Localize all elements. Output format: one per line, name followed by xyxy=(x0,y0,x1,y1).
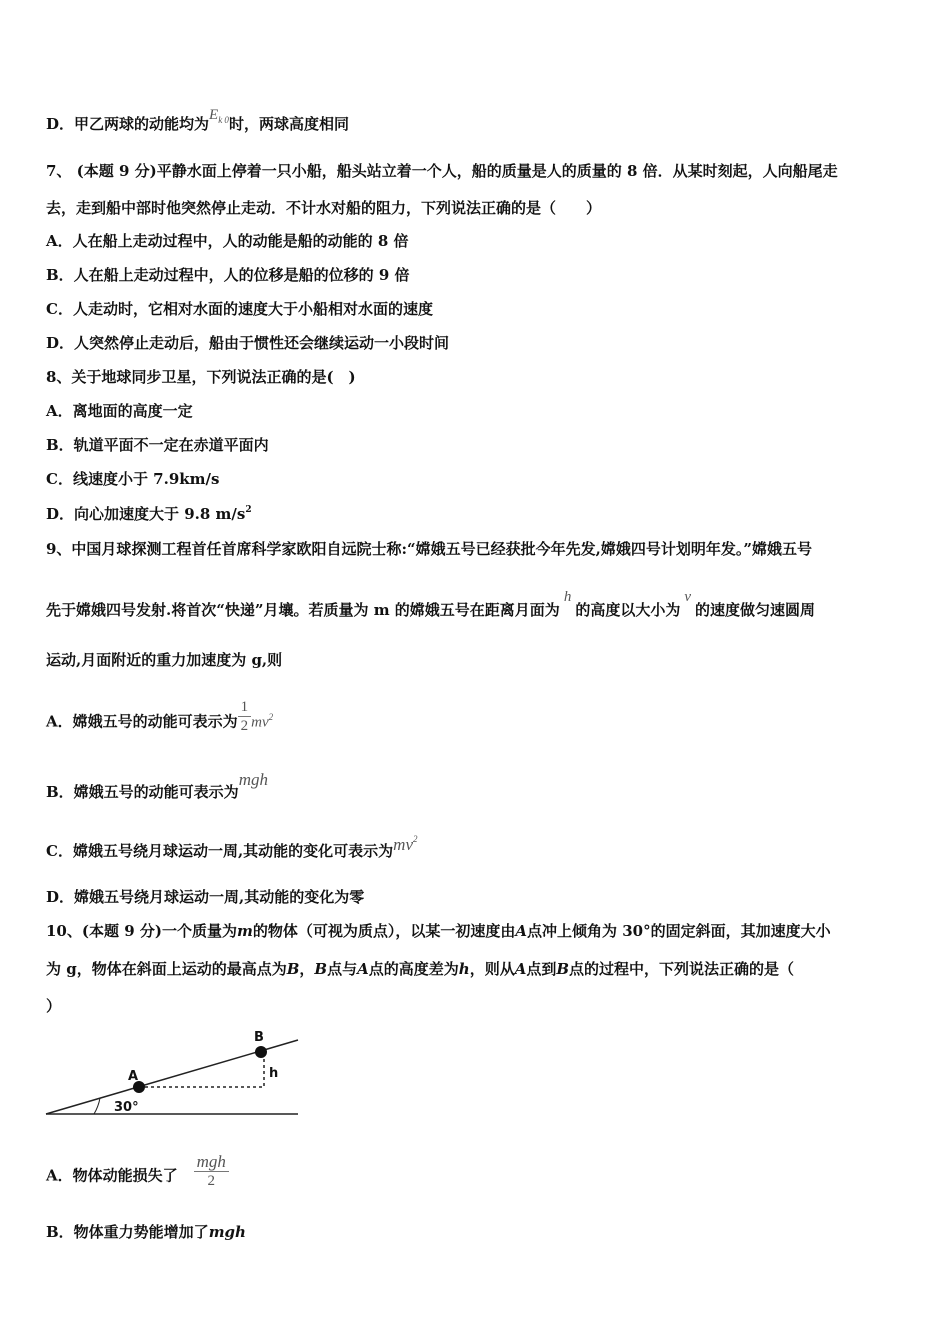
q10-option-b: B．物体重力势能增加了mgh xyxy=(46,1223,246,1241)
q7-option-d: D．人突然停止走动后，船由于惯性还会继续运动一小段时间 xyxy=(46,334,450,352)
q9-stem-line-1: 9、中国月球探测工程首任首席科学家欧阳自远院士称:“嫦娥五号已经获批今年先发,嫦娥四号计划明年发。”嫦娥五号 xyxy=(46,540,812,558)
q8-option-d: D．向心加速度大于 9.8 $m/s^2$ xyxy=(46,505,252,523)
point-b-dot xyxy=(255,1046,267,1058)
q8-option-c: C．线速度小于 7.9km/s xyxy=(46,470,220,488)
q9-stem-line-2: 先于嫦娥四号发射.将首次“快递”月壤。若质量为 m 的嫦娥五号在距离月面为h的高度以大小为v的速度做匀速圆周 xyxy=(46,589,816,619)
q7-option-b: B．人在船上走动过程中，人的位移是船的位移的 9 倍 xyxy=(46,266,410,284)
q9-option-a-fraction: $\frac{1}{2}$ xyxy=(238,698,252,735)
q7-stem-line-2: 去，走到船中部时他突然停止走动．不计水对船的阻力，下列说法正确的是（ ） xyxy=(46,199,602,217)
height-label: h xyxy=(269,1066,279,1081)
q10-option-a: A．物体动能损失了 $\frac{\text{mgh}}{2}$ xyxy=(46,1163,229,1190)
angle-label: 30° xyxy=(114,1100,139,1115)
q10-option-a-fraction: $\frac{\text{mgh}}{2}$ xyxy=(194,1153,229,1190)
q8-stem: 8、关于地球同步卫星，下列说法正确的是( ) xyxy=(46,368,356,386)
q10-stem-line-1: 10、(本题 9 分)一个质量为m的物体（可视为质点），以某一初速度由A点冲上倾角为 30°的固定斜面，其加速度大小 xyxy=(46,922,831,940)
q9-option-a: A．嫦娥五号的动能可表示为 $\frac{1}{2}$ $mv^2$ xyxy=(46,699,274,734)
q10-stem-line-3: ） xyxy=(46,997,62,1015)
q6-option-d-text: D．甲乙两球的动能均为 xyxy=(46,115,210,133)
q7-option-c: C．人走动时，它相对水面的速度大于小船相对水面的速度 xyxy=(46,300,433,318)
q9-stem-line-3: 运动,月面附近的重力加速度为 g,则 xyxy=(46,651,283,669)
point-b-label: B xyxy=(254,1030,264,1045)
q10-stem-line-2: 为 g，物体在斜面上运动的最高点为B，B点与A点的高度差为h，则从A点到B点的过程中，下列说法正确的是（ xyxy=(46,960,795,978)
q8-option-a: A．离地面的高度一定 xyxy=(46,402,193,420)
point-a-label: A xyxy=(128,1069,139,1084)
q8-option-b: B．轨道平面不一定在赤道平面内 xyxy=(46,436,269,454)
q9-option-b: B．嫦娥五号的动能可表示为mgh xyxy=(46,770,268,801)
q10-incline-figure xyxy=(44,1025,304,1120)
q9-option-c: C．嫦娥五号绕月球运动一周,其动能的变化可表示为$mv^2$ xyxy=(46,834,418,860)
q7-option-a: A．人在船上走动过程中，人的动能是船的动能的 8 倍 xyxy=(46,232,409,250)
q7-stem-line-1: 7、 (本题 9 分)平静水面上停着一只小船，船头站立着一个人，船的质量是人的质量的 8 倍．从某时刻起，人向船尾走 xyxy=(46,162,838,180)
q9-option-d: D．嫦娥五号绕月球运动一周,其动能的变化为零 xyxy=(46,888,365,906)
q6-option-d-formula: $E_{k 0}$ xyxy=(209,107,229,125)
q6-option-d: D．甲乙两球的动能均为$E_{k 0}$时，两球高度相同 xyxy=(46,107,349,133)
